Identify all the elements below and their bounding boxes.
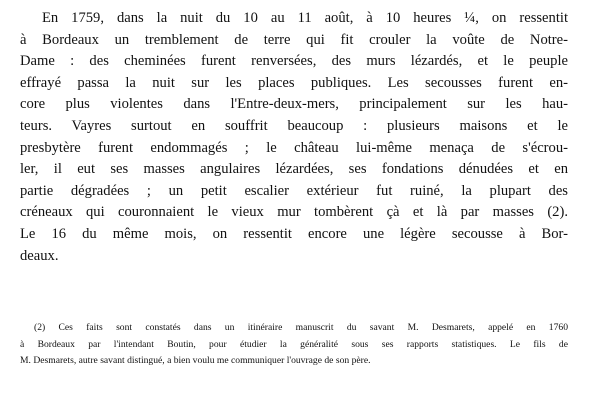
text-line: à Bordeaux un tremblement de terre qui fit crouler la voûte de Notre- [20, 31, 568, 48]
footnote-line: (2) Ces faits sont constatés dans un itinéraire manuscrit du savant M. Desmarets, appelé en 1760 [34, 322, 568, 333]
text-line: teurs. Vayres surtout en souffrit beaucoup : plusieurs maisons et le [20, 117, 568, 134]
text-line: ler, il eut ses masses angulaires lézardées, ses fondations dénudées et en [20, 161, 568, 178]
text-line: core plus violentes dans l'Entre-deux-mers, principalement sur les hau- [20, 96, 568, 113]
footnote-line: à Bordeaux par l'intendant Boutin, pour étudier la généralité sous ses rapports statistiques. Le fils de [20, 338, 568, 350]
text-line: En 1759, dans la nuit du 10 au 11 août, à 10 heures ¼, on ressentit [42, 10, 568, 26]
footnote [20, 320, 568, 370]
body-paragraph [20, 8, 568, 267]
text-line: Dame : des cheminées furent renversées, des murs lézardés, et le peuple [20, 53, 568, 70]
text-line: effrayé passa la nuit sur les places publiques. Les secousses furent en- [20, 74, 568, 91]
text-line: presbytère furent endommagés ; le château lui-même menaça de s'écrou- [20, 139, 568, 156]
text-line: deaux. [20, 247, 59, 264]
text-line: créneaux qui couronnaient le vieux mur tombèrent çà et là par masses (2). [20, 204, 568, 221]
text-line: partie dégradées ; un petit escalier extérieur fut ruiné, la plupart des [20, 182, 568, 199]
footnote-line: M. Desmarets, autre savant distingué, a bien voulu me communiquer l'ouvrage de son père. [20, 355, 371, 366]
text-line: Le 16 du même mois, on ressentit encore une légère secousse à Bor- [20, 225, 568, 242]
